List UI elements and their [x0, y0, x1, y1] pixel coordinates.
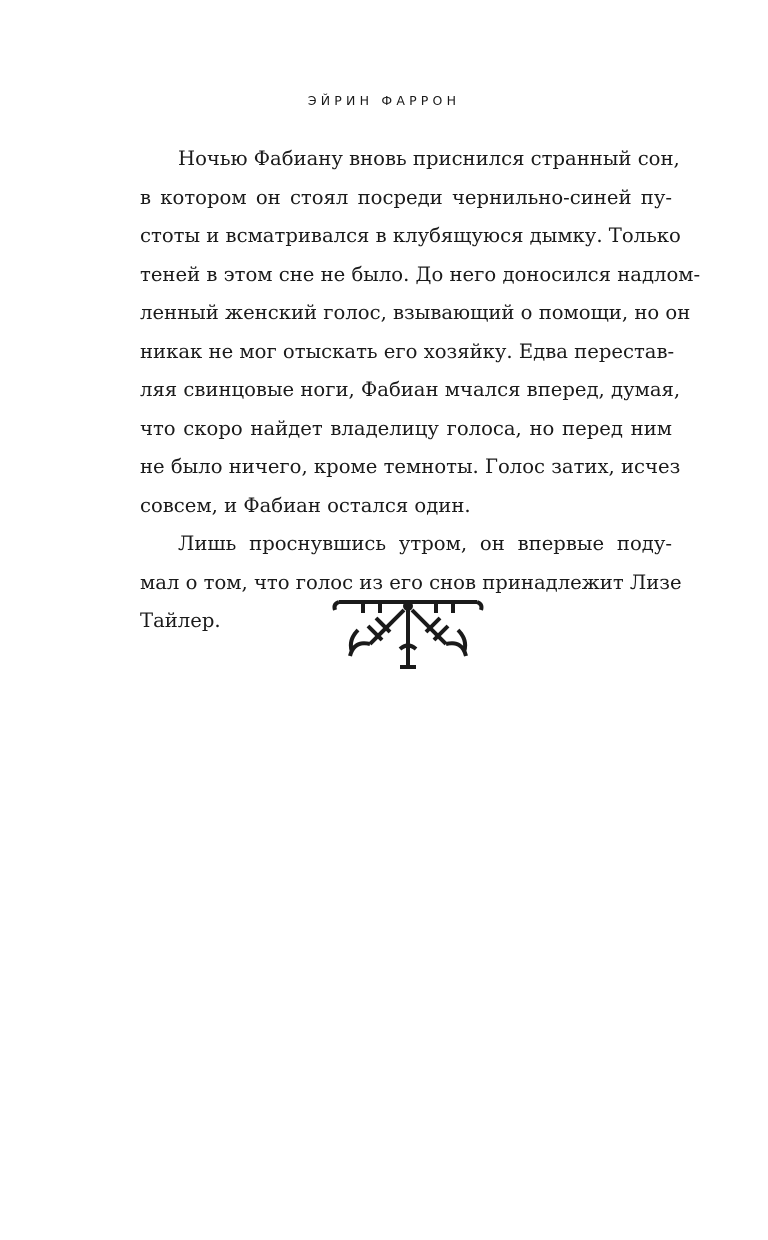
- text-line: Тайлер.: [140, 609, 221, 632]
- running-head: ЭЙРИН ФАРРОН: [307, 93, 461, 108]
- body-text: [140, 140, 701, 641]
- text-line: в котором он стоял посреди чернильно-синей пу-: [140, 185, 672, 209]
- text-line: теней в этом сне не было. До него доносился надлом-: [140, 262, 701, 286]
- text-line: Ночью Фабиану вновь приснился странный сон,: [178, 147, 680, 170]
- rune-ornament-icon: [330, 596, 486, 672]
- text-line: не было ничего, кроме темноты. Голос затих, исчез: [140, 455, 681, 478]
- text-line: что скоро найдет владелицу голоса, но перед ним: [140, 416, 672, 440]
- text-line: совсем, и Фабиан остался один.: [140, 493, 471, 517]
- text-line: Лишь проснувшись утром, он впервые поду-: [178, 532, 672, 555]
- text-line: ляя свинцовые ноги, Фабиан мчался вперед, думая,: [140, 378, 681, 401]
- text-line: ленный женский голос, взывающий о помощи, но он: [140, 301, 691, 324]
- text-line: мал о том, что голос из его снов принадлежит Лизе: [140, 570, 682, 594]
- text-line: никак не мог отыскать его хозяйку. Едва перестав-: [140, 339, 675, 363]
- paragraph-1: [140, 140, 701, 525]
- text-line: стоты и всматривался в клубящуюся дымку. Только: [140, 224, 681, 247]
